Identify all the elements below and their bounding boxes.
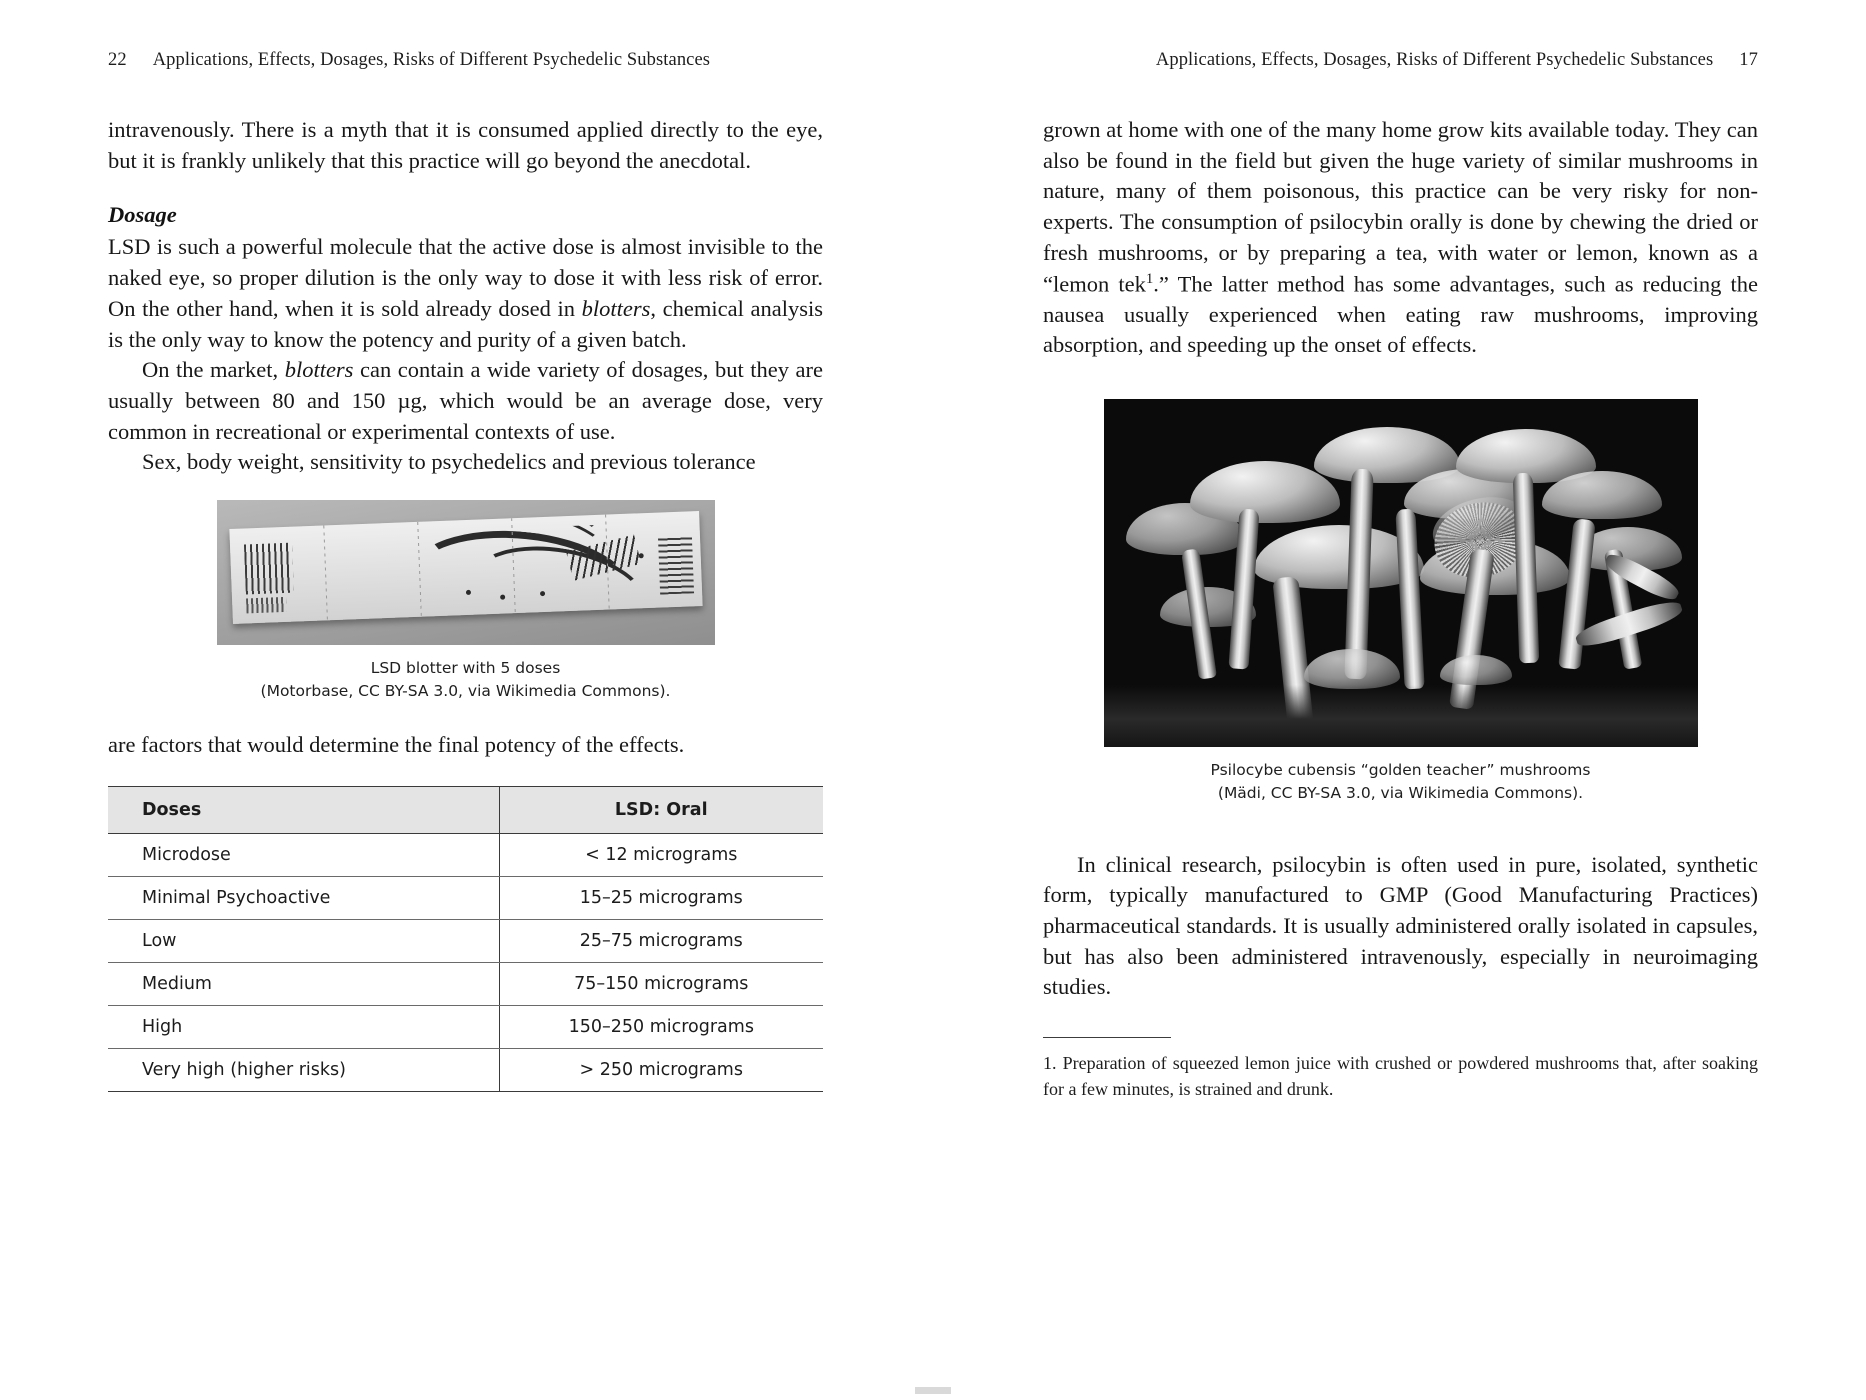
lsd-blotter-photo	[217, 500, 715, 645]
dosage-table	[108, 786, 823, 1092]
table-row	[108, 877, 823, 920]
dose-label: Low	[108, 920, 499, 963]
table-row	[108, 920, 823, 963]
mushroom-figure	[1043, 399, 1758, 806]
dosage-paragraph-1	[108, 232, 823, 355]
table-row	[108, 1049, 823, 1092]
dosage-table-head	[108, 787, 823, 834]
dose-label: High	[108, 1006, 499, 1049]
dose-value: > 250 micrograms	[499, 1049, 823, 1092]
right-running-head-title: Applications, Effects, Dosages, Risks of Different Psychedelic Substances	[1155, 50, 1714, 70]
lsd-blotter-figure	[108, 500, 823, 704]
footnote-text: 1. Preparation of squeezed lemon juice with crushed or powdered mushrooms that, after soaking for a few minutes, is strained and drunk.	[1043, 1053, 1758, 1099]
left-running-head	[108, 50, 823, 71]
dosage-paragraph-3: Sex, body weight, sensitivity to psychedelics and previous tolerance	[142, 449, 756, 475]
dosage-p1-text-b: , chemical analysis is the only way to know the potency and purity of a given batch.	[108, 295, 823, 352]
dose-value: < 12 micrograms	[499, 834, 823, 877]
table-row	[108, 963, 823, 1006]
mushroom-photo	[1104, 399, 1698, 747]
dose-label: Medium	[108, 963, 499, 1006]
dose-label: Microdose	[108, 834, 499, 877]
left-page-number: 22	[108, 50, 127, 70]
dosage-p1-italic-blotters: blotters	[581, 295, 651, 321]
mushroom-caption	[1043, 759, 1758, 806]
right-p1-text-a: grown at home with one of the many home grow kits available today. They can also be found in the field but given the huge variety of similar mushrooms in nature, many of them poisonous, this practice can be very risky for non-experts. The consumption of psilocybin orally is done by chewing the dried or fresh mushrooms, or by preparing a tea, with water or lemon, known as a “lemon tek	[1043, 117, 1758, 297]
page-bottom-mark	[915, 1387, 951, 1394]
dose-value: 150–250 micrograms	[499, 1006, 823, 1049]
dose-value: 15–25 micrograms	[499, 877, 823, 920]
blotter-artwork	[237, 521, 694, 613]
dose-label: Minimal Psychoactive	[108, 877, 499, 920]
photo-soil-shadow	[1104, 685, 1698, 747]
right-paragraph-1	[1043, 115, 1758, 361]
lsd-blotter-caption-line2: (Motorbase, CC BY-SA 3.0, via Wikimedia Commons).	[260, 682, 671, 701]
right-page	[933, 0, 1866, 1400]
lsd-blotter-caption-line1: LSD blotter with 5 doses	[370, 659, 561, 678]
footnote-marker-1[interactable]: 1	[1145, 270, 1154, 287]
table-header-doses: Doses	[108, 787, 499, 834]
mushroom-caption-line1: Psilocybe cubensis “golden teacher” mushrooms	[1210, 761, 1591, 780]
right-page-number: 17	[1739, 50, 1758, 70]
paragraph-after-figure: are factors that would determine the final potency of the effects.	[108, 731, 685, 757]
table-header-route: LSD: Oral	[499, 787, 823, 834]
right-paragraph-2: In clinical research, psilocybin is often used in pure, isolated, synthetic form, typically manufactured to GMP (Good Manufacturing Practices) pharmaceutical standards. It is usually administered orally isolated in capsules, but has also been administered intravenously, especially in neuroimaging studies.	[1043, 851, 1758, 1000]
table-row	[108, 1006, 823, 1049]
footnote-rule	[1043, 1037, 1171, 1038]
table-header-row	[108, 787, 823, 834]
dose-value: 25–75 micrograms	[499, 920, 823, 963]
footnote-area	[1043, 1037, 1758, 1102]
table-row	[108, 834, 823, 877]
right-running-head	[1043, 50, 1758, 71]
dose-value: 75–150 micrograms	[499, 963, 823, 1006]
left-paragraph-intro: intravenously. There is a myth that it is consumed applied directly to the eye, but it is frankly unlikely that this practice will go beyond the anecdotal.	[108, 117, 823, 173]
mushroom-caption-line2: (Mädi, CC BY-SA 3.0, via Wikimedia Commons).	[1217, 784, 1584, 803]
dosage-p2-text-a: On the market,	[142, 357, 285, 383]
dosage-subheading: Dosage	[108, 202, 177, 228]
dose-label: Very high (higher risks)	[108, 1049, 499, 1092]
lsd-blotter-caption	[108, 657, 823, 704]
dosage-paragraph-2	[108, 355, 823, 447]
dosage-table-body	[108, 834, 823, 1092]
dosage-p2-italic-blotters: blotters	[284, 357, 354, 383]
left-running-head-title: Applications, Effects, Dosages, Risks of Different Psychedelic Substances	[152, 50, 711, 70]
dosage-p2-text-b: can contain a wide variety of dosages, but they are usually between 80 and 150 µg, which would be an average dose, very common in recreational or experimental contexts of use.	[108, 357, 823, 444]
right-p1-text-b: .” The latter method has some advantages, such as reducing the nausea usually experienced when eating raw mushrooms, improving absorption, and speeding up the onset of effects.	[1043, 271, 1758, 358]
dosage-p1-text-a: LSD is such a powerful molecule that the active dose is almost invisible to the naked eye, so proper dilution is the only way to dose it with less risk of error. On the other hand, when it is sold already dosed in	[108, 234, 823, 321]
blotter-strip	[229, 511, 702, 624]
